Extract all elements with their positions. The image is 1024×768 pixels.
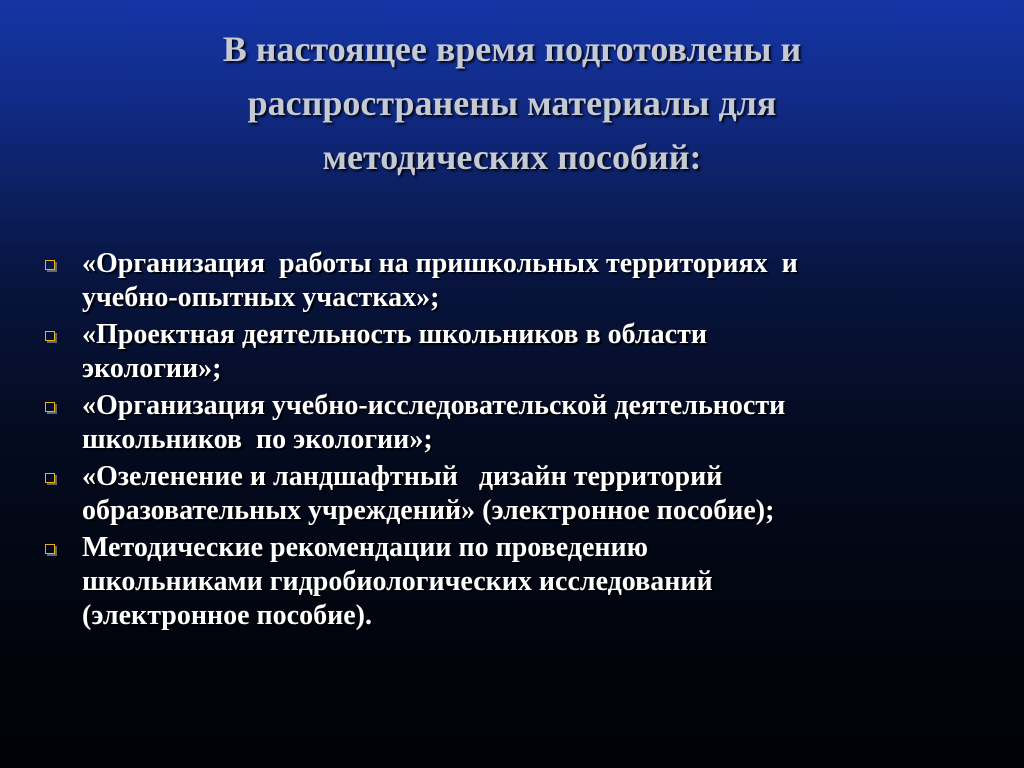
hollow-square-bullet-icon xyxy=(45,260,55,270)
slide-title xyxy=(60,22,964,184)
hollow-square-bullet-icon xyxy=(45,331,55,341)
slide-title-line: методических пособий: xyxy=(322,137,702,177)
bullet-text-line: школьников по экологии»; xyxy=(82,424,433,455)
bullet-item xyxy=(40,460,980,528)
slide-title-line: В настоящее время подготовлены и xyxy=(222,29,802,69)
bullet-text-line: (электронное пособие). xyxy=(82,600,372,631)
bullet-item xyxy=(40,318,980,386)
hollow-square-bullet-icon xyxy=(45,544,55,554)
bullet-text-line: экологии»; xyxy=(82,353,222,384)
bullet-list xyxy=(40,247,980,636)
bullet-text-line: учебно-опытных участках»; xyxy=(82,282,440,313)
hollow-square-bullet-icon xyxy=(45,473,55,483)
hollow-square-bullet-icon xyxy=(45,402,55,412)
bullet-item xyxy=(40,247,980,315)
bullet-item xyxy=(40,531,980,633)
bullet-text-line: «Проектная деятельность школьников в области xyxy=(82,319,707,350)
slide-title-line: распространены материалы для xyxy=(247,83,777,123)
bullet-text-line: «Озеленение и ландшафтный дизайн территорий xyxy=(82,461,723,492)
bullet-item xyxy=(40,389,980,457)
bullet-text-line: Методические рекомендации по проведению xyxy=(82,532,649,563)
bullet-text-line: школьниками гидробиологических исследований xyxy=(82,566,713,597)
bullet-text-line: «Организация учебно-исследовательской деятельности xyxy=(82,390,786,421)
bullet-text-line: «Организация работы на пришкольных территориях и xyxy=(82,248,798,279)
bullet-text-line: образовательных учреждений» (электронное пособие); xyxy=(82,495,775,526)
